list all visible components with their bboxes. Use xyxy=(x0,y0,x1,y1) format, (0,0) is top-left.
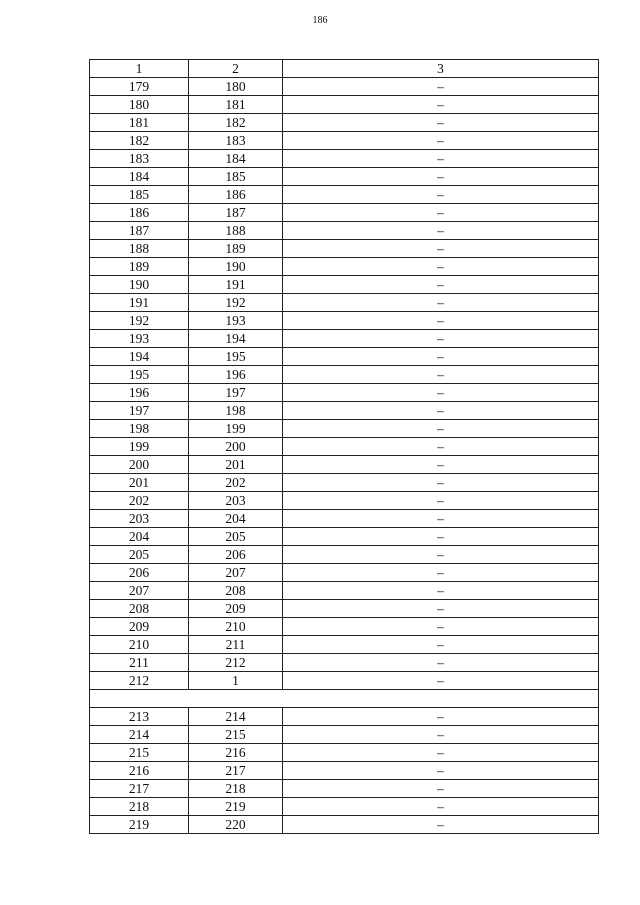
table-cell: 200 xyxy=(90,456,189,474)
table-cell: 214 xyxy=(90,726,189,744)
table-cell: 181 xyxy=(189,96,283,114)
table-cell: 186 xyxy=(90,204,189,222)
table-cell: 189 xyxy=(189,240,283,258)
table-cell: 216 xyxy=(189,744,283,762)
table-cell: 193 xyxy=(189,312,283,330)
table-cell: 1 xyxy=(189,672,283,690)
table-body xyxy=(90,60,599,834)
table-cell: 179 xyxy=(90,78,189,96)
table-cell: – xyxy=(283,600,599,618)
table-cell: 211 xyxy=(189,636,283,654)
table-cell: 184 xyxy=(90,168,189,186)
table-cell: 213 xyxy=(90,708,189,726)
table-cell: 195 xyxy=(90,366,189,384)
table-cell: 215 xyxy=(189,726,283,744)
column-header: 1 xyxy=(90,60,189,78)
table-cell: 190 xyxy=(90,276,189,294)
table-row xyxy=(90,150,599,168)
table-row xyxy=(90,438,599,456)
table-cell: – xyxy=(283,546,599,564)
table-cell: – xyxy=(283,312,599,330)
table-cell: 206 xyxy=(90,564,189,582)
table-cell: – xyxy=(283,240,599,258)
table-row xyxy=(90,672,599,690)
table-row xyxy=(90,186,599,204)
table-cell: 182 xyxy=(90,132,189,150)
table-cell: 219 xyxy=(189,798,283,816)
table-cell: 197 xyxy=(90,402,189,420)
table-header-row xyxy=(90,60,599,78)
table-cell: – xyxy=(283,456,599,474)
table-cell: 185 xyxy=(90,186,189,204)
table-cell: 196 xyxy=(90,384,189,402)
table-cell: – xyxy=(283,402,599,420)
table-row xyxy=(90,654,599,672)
table-cell: – xyxy=(283,294,599,312)
table-cell: 195 xyxy=(189,348,283,366)
table-cell: – xyxy=(283,366,599,384)
page-number: 186 xyxy=(312,15,328,26)
table-cell: 215 xyxy=(90,744,189,762)
table-row xyxy=(90,330,599,348)
table-row xyxy=(90,276,599,294)
table-cell: 217 xyxy=(189,762,283,780)
table-row xyxy=(90,492,599,510)
table-cell: – xyxy=(283,672,599,690)
table-cell: 205 xyxy=(90,546,189,564)
table-cell: – xyxy=(283,150,599,168)
table-cell: 190 xyxy=(189,258,283,276)
table-cell: – xyxy=(283,186,599,204)
table-cell: 188 xyxy=(189,222,283,240)
table-row xyxy=(90,780,599,798)
table-cell: 208 xyxy=(189,582,283,600)
table-cell: 192 xyxy=(189,294,283,312)
table-cell: 206 xyxy=(189,546,283,564)
blank-separator-cell xyxy=(90,690,599,708)
table-row xyxy=(90,78,599,96)
table-cell: 193 xyxy=(90,330,189,348)
table-cell: – xyxy=(283,420,599,438)
table-cell: 191 xyxy=(189,276,283,294)
column-header: 2 xyxy=(189,60,283,78)
table-row xyxy=(90,762,599,780)
table-cell: 219 xyxy=(90,816,189,834)
table-cell: 183 xyxy=(189,132,283,150)
table-row xyxy=(90,348,599,366)
table-cell: – xyxy=(283,636,599,654)
table-cell: 209 xyxy=(90,618,189,636)
table-cell: 182 xyxy=(189,114,283,132)
table-cell: 187 xyxy=(189,204,283,222)
table-cell: – xyxy=(283,348,599,366)
table-cell: 199 xyxy=(189,420,283,438)
table-cell: – xyxy=(283,438,599,456)
table-row xyxy=(90,114,599,132)
table-row xyxy=(90,132,599,150)
table-cell: 216 xyxy=(90,762,189,780)
table-row xyxy=(90,294,599,312)
table-cell: – xyxy=(283,330,599,348)
table-cell: – xyxy=(283,258,599,276)
table-cell: 184 xyxy=(189,150,283,168)
table-cell: 189 xyxy=(90,258,189,276)
blank-separator-row xyxy=(90,690,599,708)
table-cell: 198 xyxy=(189,402,283,420)
table-row xyxy=(90,474,599,492)
table-cell: – xyxy=(283,564,599,582)
table-cell: 203 xyxy=(90,510,189,528)
table-cell: 205 xyxy=(189,528,283,546)
table-cell: – xyxy=(283,204,599,222)
table-row xyxy=(90,204,599,222)
table-cell: 210 xyxy=(189,618,283,636)
table-row xyxy=(90,564,599,582)
table-cell: 207 xyxy=(189,564,283,582)
table-cell: 199 xyxy=(90,438,189,456)
table-cell: 194 xyxy=(90,348,189,366)
table-cell: 204 xyxy=(90,528,189,546)
table-cell: – xyxy=(283,96,599,114)
table-row xyxy=(90,726,599,744)
table-cell: – xyxy=(283,582,599,600)
table-cell: – xyxy=(283,618,599,636)
table-row xyxy=(90,816,599,834)
table-row xyxy=(90,366,599,384)
table-cell: 209 xyxy=(189,600,283,618)
table-row xyxy=(90,96,599,114)
table-row xyxy=(90,510,599,528)
table-row xyxy=(90,456,599,474)
table-cell: 201 xyxy=(90,474,189,492)
table-cell: – xyxy=(283,816,599,834)
table-cell: 218 xyxy=(90,798,189,816)
table-cell: – xyxy=(283,528,599,546)
table-cell: 180 xyxy=(90,96,189,114)
table-row xyxy=(90,420,599,438)
table-row xyxy=(90,168,599,186)
data-table xyxy=(89,59,599,834)
table-cell: 201 xyxy=(189,456,283,474)
table-cell: – xyxy=(283,744,599,762)
table-cell: 214 xyxy=(189,708,283,726)
table-cell: 196 xyxy=(189,366,283,384)
table-cell: 188 xyxy=(90,240,189,258)
table-cell: – xyxy=(283,654,599,672)
table-cell: – xyxy=(283,780,599,798)
table-row xyxy=(90,708,599,726)
table-cell: 192 xyxy=(90,312,189,330)
table-cell: – xyxy=(283,708,599,726)
table-cell: 186 xyxy=(189,186,283,204)
table-cell: 197 xyxy=(189,384,283,402)
table-row xyxy=(90,582,599,600)
table-row xyxy=(90,546,599,564)
table-cell: 212 xyxy=(90,672,189,690)
table-cell: – xyxy=(283,384,599,402)
table-cell: 218 xyxy=(189,780,283,798)
table-cell: 208 xyxy=(90,600,189,618)
table-cell: – xyxy=(283,276,599,294)
table-cell: 202 xyxy=(189,474,283,492)
table-cell: 207 xyxy=(90,582,189,600)
table-cell: 211 xyxy=(90,654,189,672)
table-cell: – xyxy=(283,78,599,96)
column-header: 3 xyxy=(283,60,599,78)
table-cell: 181 xyxy=(90,114,189,132)
table-cell: – xyxy=(283,474,599,492)
table-row xyxy=(90,258,599,276)
table-cell: 217 xyxy=(90,780,189,798)
table-cell: 185 xyxy=(189,168,283,186)
table-cell: – xyxy=(283,492,599,510)
table-cell: 200 xyxy=(189,438,283,456)
table-cell: 191 xyxy=(90,294,189,312)
table-row xyxy=(90,312,599,330)
table-row xyxy=(90,384,599,402)
table-row xyxy=(90,240,599,258)
table-cell: 203 xyxy=(189,492,283,510)
table-row xyxy=(90,222,599,240)
table-cell: – xyxy=(283,510,599,528)
table-row xyxy=(90,798,599,816)
table-row xyxy=(90,402,599,420)
table-cell: 187 xyxy=(90,222,189,240)
table-row xyxy=(90,744,599,762)
table-cell: 210 xyxy=(90,636,189,654)
table-cell: 180 xyxy=(189,78,283,96)
table-cell: 183 xyxy=(90,150,189,168)
table-cell: – xyxy=(283,114,599,132)
table-row xyxy=(90,528,599,546)
table-row xyxy=(90,600,599,618)
table-cell: 198 xyxy=(90,420,189,438)
table-cell: – xyxy=(283,168,599,186)
table-cell: 204 xyxy=(189,510,283,528)
table-cell: 220 xyxy=(189,816,283,834)
table-cell: 194 xyxy=(189,330,283,348)
table-cell: – xyxy=(283,222,599,240)
table-cell: 212 xyxy=(189,654,283,672)
table-cell: – xyxy=(283,762,599,780)
table-cell: – xyxy=(283,726,599,744)
table-cell: – xyxy=(283,798,599,816)
table-row xyxy=(90,636,599,654)
table-cell: 202 xyxy=(90,492,189,510)
table-cell: – xyxy=(283,132,599,150)
table-row xyxy=(90,618,599,636)
